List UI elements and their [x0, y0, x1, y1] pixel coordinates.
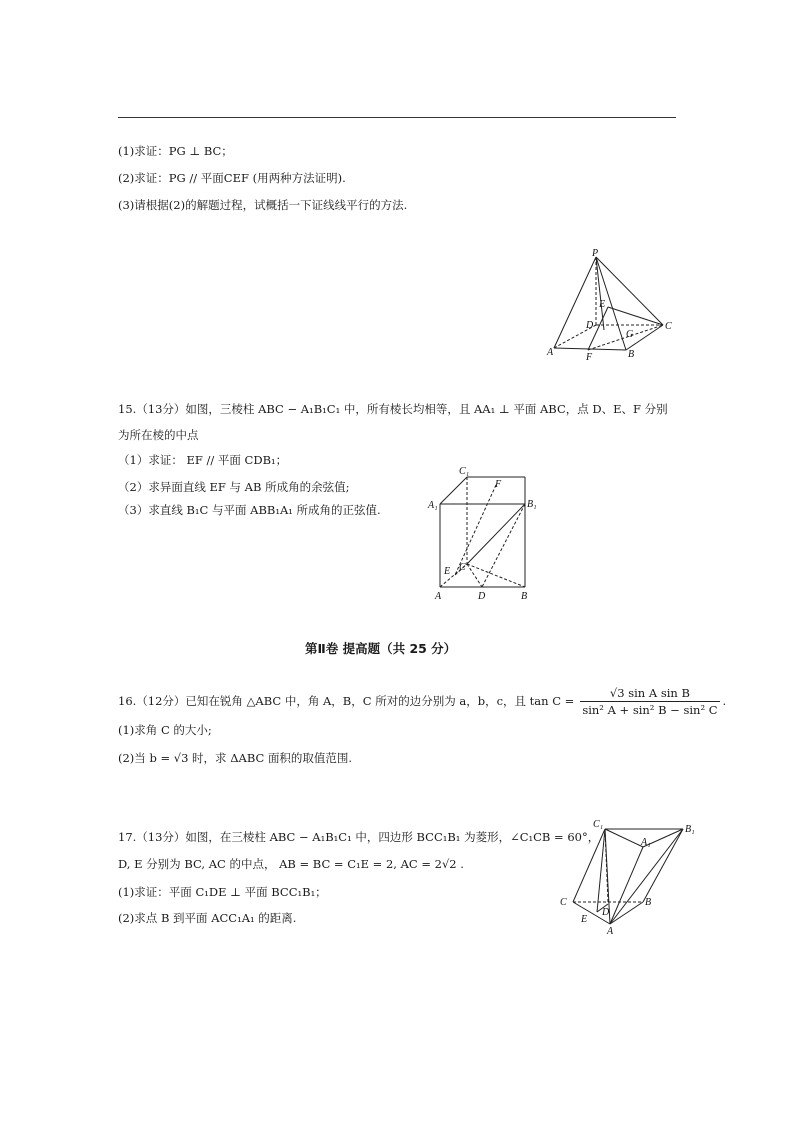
q15-part3: （3）求直线 B₁C 与平面 ABB₁A₁ 所成角的正弦值.	[118, 503, 381, 517]
q15-part1: （1）求证： EF // 平面 CDB₁；	[118, 453, 288, 467]
q14-label: B	[628, 349, 635, 360]
q15-label: F	[495, 479, 502, 490]
header-rule	[118, 117, 676, 118]
q16-stem-row	[118, 683, 726, 719]
q15-label: A	[435, 591, 442, 602]
q17-part1: (1)求证：平面 C₁DE ⊥ 平面 BCC₁B₁；	[118, 885, 327, 899]
q15-stem-line2: 为所在棱的中点	[118, 428, 199, 442]
q17-label: A	[607, 926, 614, 937]
q14-label: G	[626, 329, 634, 340]
q16-stem-end: .	[722, 694, 727, 708]
q16-stem: 16.（12分）已知在锐角 △ABC 中，角 A，B，C 所对的边分别为 a，b，c，且 tan C =	[118, 694, 575, 708]
q16-fraction	[580, 685, 719, 718]
q14-part3: (3)请根据(2)的解题过程，试概括一下证线线平行的方法.	[118, 198, 408, 212]
q16-part1: (1)求角 C 的大小;	[118, 723, 212, 737]
q14-label: A	[547, 347, 554, 358]
q17-prism-figure	[555, 812, 705, 937]
q14-label: F	[586, 352, 593, 363]
q17-stem-line2: D, E 分别为 BC, AC 的中点， AB = BC = C₁E = 2, AC = 2√2 .	[118, 857, 464, 871]
q15-label: B	[521, 591, 528, 602]
q17-part2: (2)求点 B 到平面 ACC₁A₁ 的距离.	[118, 911, 297, 925]
q16-fraction-denominator: sin² A + sin² B − sin² C	[582, 702, 718, 717]
section-title: 第Ⅱ卷 提高题（共 25 分）	[305, 641, 457, 656]
q15-label: B₁	[527, 499, 537, 510]
q14-label: E	[599, 299, 606, 310]
q16-part2: (2)当 b = √3 时，求 ΔABC 面积的取值范围.	[118, 751, 353, 765]
q16-fraction-numerator: √3 sin A sin B	[580, 685, 719, 702]
q15-part2: （2）求异面直线 EF 与 AB 所成角的余弦值;	[118, 480, 350, 494]
q17-label: D	[602, 907, 610, 918]
q15-label: E	[444, 566, 451, 577]
q17-label: B₁	[685, 824, 695, 835]
q14-label: P	[592, 248, 599, 259]
q17-label: B	[645, 897, 652, 908]
q15-label: A₁	[428, 500, 438, 511]
q15-prism-figure	[425, 462, 545, 602]
q14-label: C	[665, 321, 672, 332]
q15-label: C₁	[459, 466, 470, 477]
q17-label: E	[581, 914, 588, 925]
q17-label: A₁	[641, 837, 651, 848]
q15-stem-line1: 15.（13分）如图，三棱柱 ABC − A₁B₁C₁ 中，所有棱长均相等，且 AA₁ ⊥ 平面 ABC，点 D、E、F 分别	[118, 402, 668, 416]
q15-label: C	[459, 562, 466, 573]
q14-label: D	[586, 320, 594, 331]
q15-label: D	[478, 591, 486, 602]
q14-part2: (2)求证：PG // 平面CEF (用两种方法证明).	[118, 171, 346, 185]
q17-label: C₁	[593, 819, 604, 830]
q14-part1: (1)求证：PG ⊥ BC；	[118, 144, 233, 158]
q17-stem-line1: 17.（13分）如图，在三棱柱 ABC − A₁B₁C₁ 中，四边形 BCC₁B₁ 为菱形，∠C₁CB = 60°，	[118, 830, 600, 844]
q17-label: C	[560, 897, 567, 908]
q14-pyramid-figure	[540, 245, 680, 365]
